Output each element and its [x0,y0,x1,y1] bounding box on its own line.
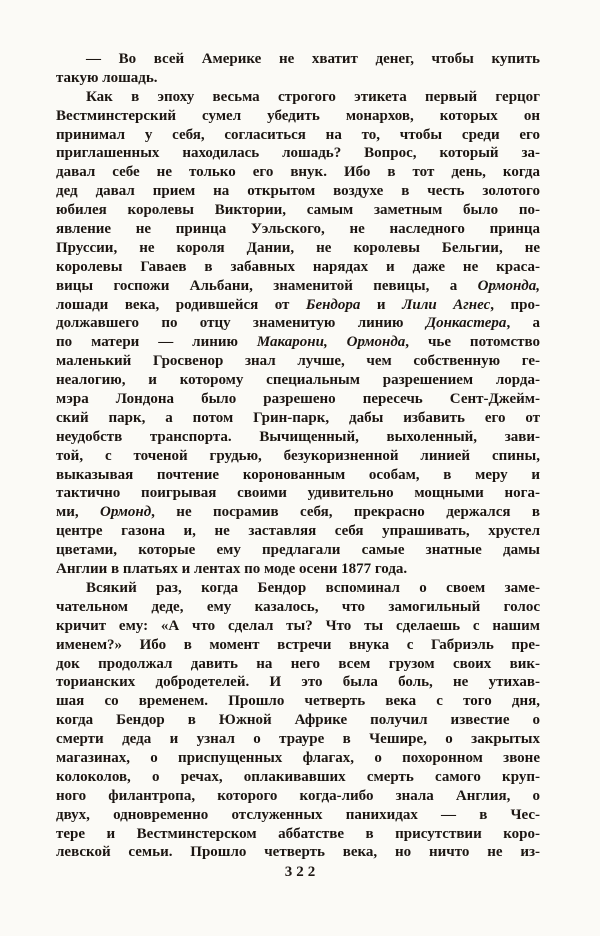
italic-text-run: Лили Агнес [402,296,491,313]
text-run: , а [506,315,540,332]
text-run: колоколов, о речах, оплакивавших смерть самого круп- [56,768,540,785]
text-run: именем?» Ибо в момент встречи внука с Габриэль пре- [56,636,540,653]
text-line [56,730,540,749]
text-line [56,144,540,163]
text-run: левской семьи. Прошло четверть века, но ничто не из- [56,844,540,861]
italic-text-run: Макарони, Ормонда [256,334,406,351]
text-run: чательном деде, ему казалось, что замогильный голос [56,598,540,615]
text-run: давал себе не только его внук. Ибо в тот день, когда [56,164,540,181]
text-line [56,352,540,371]
text-run: , чье потомство [405,334,541,351]
text-line [56,220,540,239]
text-line [56,88,540,107]
text-line [56,50,540,69]
text-line [56,522,540,541]
text-run: тактично поигрывая своими удивительно мощными нога- [56,485,540,502]
text-line [56,371,540,390]
paragraph [56,50,540,88]
text-run: лошади века, родившейся от [56,296,306,313]
text-run: Как в эпоху весьма строгого этикета первый герцог [86,88,540,105]
text-run: Вестминстерский сумел убедить монархов, которых он [56,107,540,124]
text-run: такую лошадь. [56,69,158,86]
text-run: выказывая почтение коронованным особам, в меру и [56,466,540,483]
text-run: ми, [56,504,101,521]
text-run: тере и Вестминстерском аббатстве в присутствии коро- [56,825,540,842]
text-line [56,182,540,201]
text-run: и [360,296,403,313]
text-run: цветами, которые ему предлагали самые знатные дамы [56,542,540,559]
text-line [56,314,540,333]
text-line [56,466,540,485]
text-line [56,768,540,787]
text-run: когда Бендор в Южной Африке получил известие о [56,712,540,729]
text-run: маленький Гросвенор знал лучше, чем собственную ге- [56,353,540,370]
text-run: док продолжал давить на него всем грузом своих вик- [56,655,540,672]
text-run: явление не принца Уэльского, не наследного принца [56,221,540,238]
italic-text-run: Донкастера [425,315,507,332]
text-line [56,107,540,126]
text-line [56,503,540,522]
text-run: , про- [490,296,540,313]
text-line [56,673,540,692]
text-line [56,560,540,579]
text-run: неалогию, и которому специальным разрешением лорда- [56,372,540,389]
text-run: юбилея королевы Виктории, самым заметным было по- [56,202,540,219]
text-run: — Во всей Америке не хватит денег, чтобы купить [86,51,540,67]
text-run: королевы Гаваев в забавных нарядах и даже не краса- [56,258,540,275]
text-run: вицы госпожи Альбани, знаменитой певицы, а [56,277,478,294]
paragraph [56,579,540,862]
text-run: дед давал прием на открытом воздухе в честь золотого [56,183,540,200]
text-run: Англии в платьях и лентах по моде осени 1877 года. [56,561,408,578]
text-line [56,617,540,636]
text-line [56,69,540,88]
text-block [56,50,540,862]
text-run: неудобств транспорта. Вычищенный, выхоленный, зави- [56,428,540,445]
paragraph [56,88,540,579]
text-run: ного филантропа, которого когда-либо знала Англия, о [56,787,540,804]
text-run: мэра Лондона было разрешено пересечь Сент-Джейм- [56,391,540,408]
text-line [56,333,540,352]
text-line [56,579,540,598]
text-run: , не посрамив себя, прекрасно держался в [151,504,540,521]
text-line [56,787,540,806]
italic-text-run: Бендора [305,296,361,313]
text-line [56,711,540,730]
text-line [56,484,540,503]
italic-text-run: Ормонд [100,504,152,521]
text-line [56,825,540,844]
text-line [56,163,540,182]
text-line [56,390,540,409]
text-run: должавшего по отцу знаменитую линию [56,315,426,332]
text-run: той, с точеной грудью, безукоризненной линией спины, [56,447,540,464]
text-run: принимал у себя, согласиться на то, чтобы среди его [56,126,540,143]
text-run: Пруссии, не короля Дании, не королевы Бельгии, не [56,239,540,256]
text-line [56,541,540,560]
text-run: двух, одновременно отслуженных панихидах — в Чес- [56,806,540,823]
text-line [56,258,540,277]
text-run: смерти деда и узнал о трауре в Чешире, о закрытых [56,731,540,748]
text-run: приглашенных находилась лошадь? Вопрос, который за- [56,145,540,162]
text-line [56,201,540,220]
text-run: по матери — линию [56,334,257,351]
text-line [56,409,540,428]
text-line [56,655,540,674]
text-line [56,277,540,296]
italic-text-run: Ормонда, [477,277,540,294]
text-run: Всякий раз, когда Бендор вспоминал о своем заме- [86,579,540,596]
text-line [56,598,540,617]
text-line [56,843,540,862]
text-line [56,126,540,145]
page-number: 322 [284,864,320,880]
text-line [56,239,540,258]
text-run: торианских добродетелей. И это была боль, не утихав- [56,674,540,691]
text-run: шая со временем. Прошло четверть века с того дня, [56,693,540,710]
text-line [56,296,540,315]
text-line [56,428,540,447]
text-line [56,636,540,655]
text-line [56,692,540,711]
text-run: магазинах, о приспущенных флагах, о похоронном звоне [56,749,540,766]
text-line [56,447,540,466]
text-run: кричит ему: «А что сделал ты? Что ты сделаешь с нашим [56,617,540,634]
text-line [56,806,540,825]
text-line [56,749,540,768]
text-run: ский парк, а потом Грин-парк, дабы избавить его от [56,409,540,426]
text-run: центре газона и, не заставляя себя упрашивать, хрустел [56,523,540,540]
